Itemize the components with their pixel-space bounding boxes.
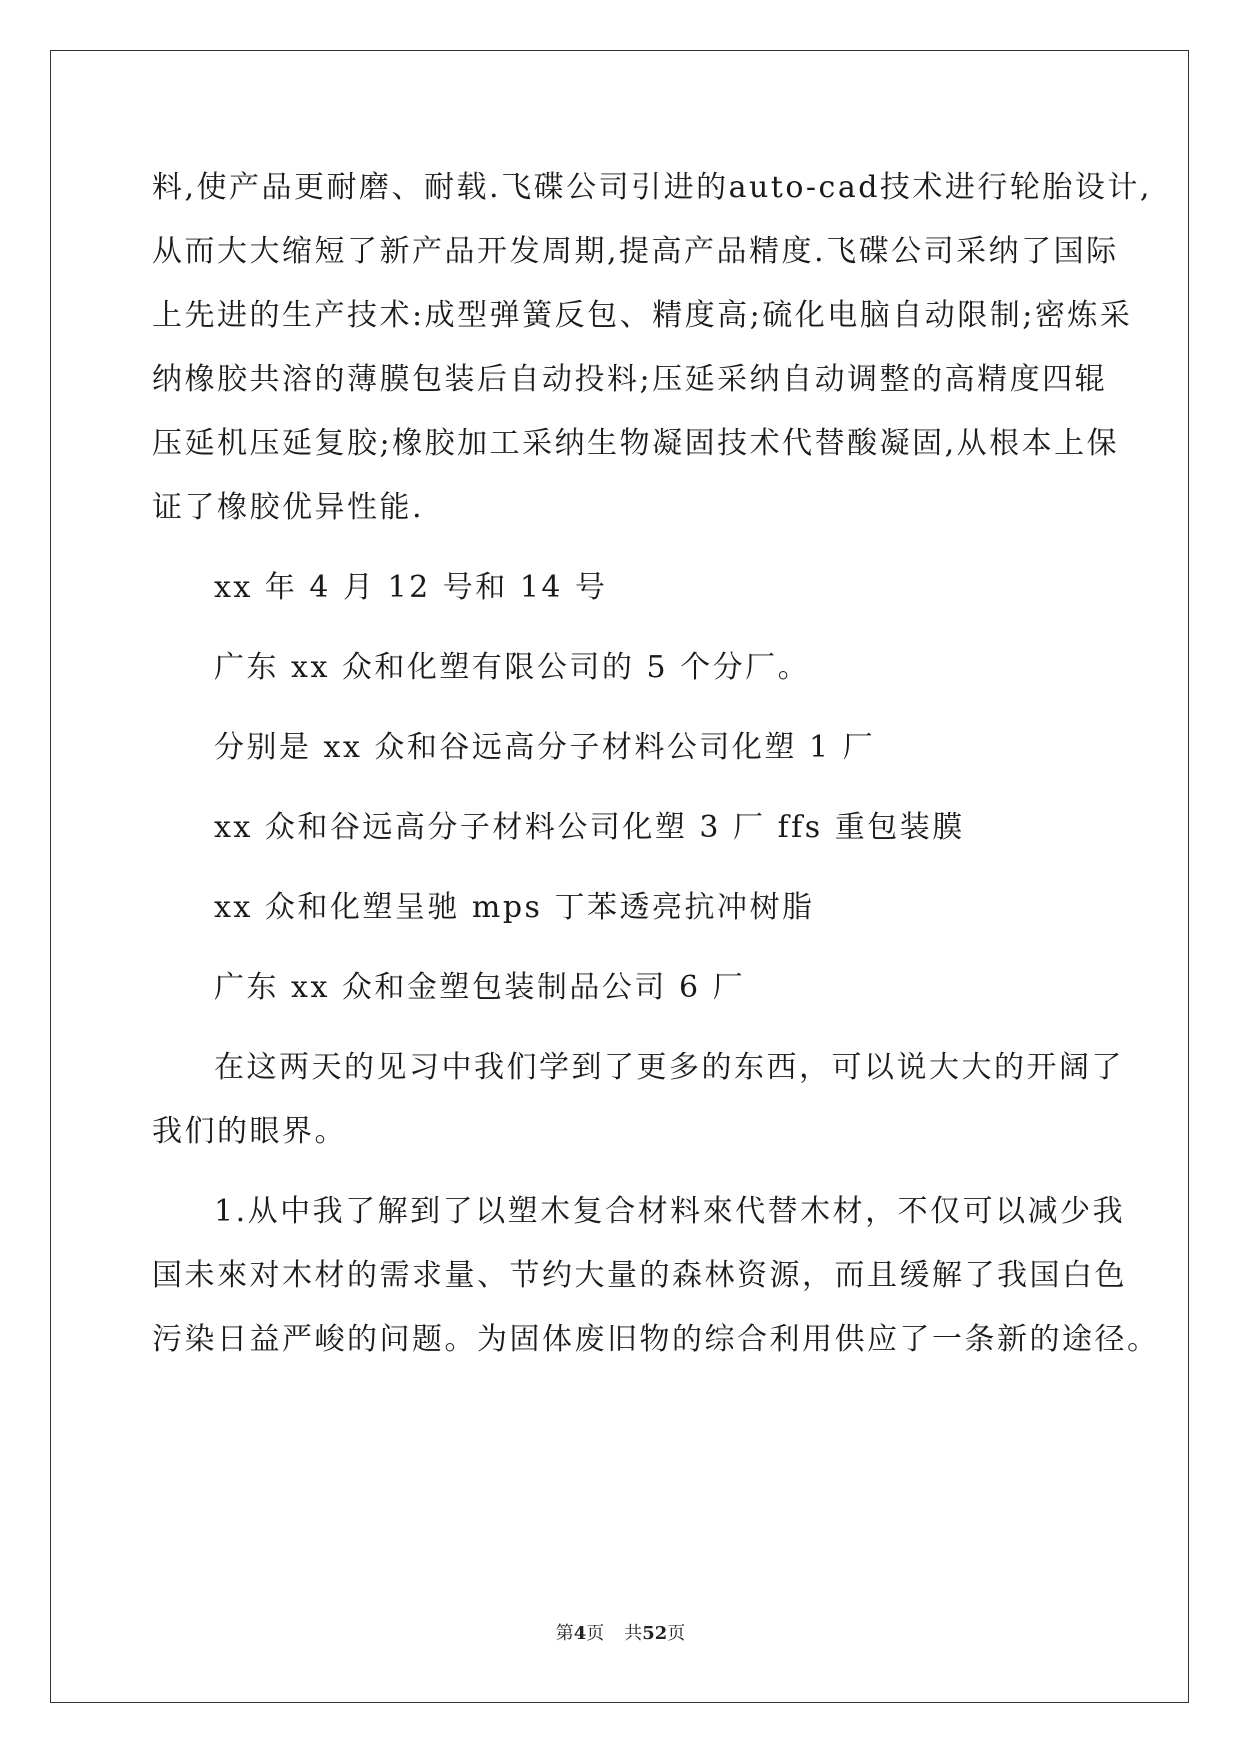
paragraph-line: 国未來对木材的需求量、节约大量的森林资源，而且缓解了我国白色	[152, 1258, 1127, 1293]
total-pages: 52	[642, 1623, 668, 1644]
page-number: 4	[573, 1623, 587, 1644]
page-footer	[0, 1622, 1241, 1646]
paragraph-line: 压延机压延复胶;橡胶加工采纳生物凝固技术代替酸凝固,从根本上保	[152, 426, 1120, 461]
footer-total-suffix: 页	[667, 1623, 686, 1644]
factory-line: xx 众和谷远高分子材料公司化塑 3 厂 ffs 重包装膜	[214, 810, 965, 845]
paragraph-line: 1.从中我了解到了以塑木复合材料來代替木材，不仅可以减少我	[214, 1194, 1126, 1229]
factory-line: xx 众和化塑呈驰 mps 丁苯透亮抗冲树脂	[214, 890, 815, 925]
paragraph-line: 从而大大缩短了新产品开发周期,提高产品精度.飞碟公司采纳了国际	[152, 234, 1119, 269]
footer-page-suffix: 页	[586, 1623, 605, 1644]
factory-line: 分别是 xx 众和谷远高分子材料公司化塑 1 厂	[214, 730, 876, 765]
footer-total-prefix: 共	[624, 1623, 643, 1644]
factory-line: 广东 xx 众和金塑包装制品公司 6 厂	[214, 970, 746, 1005]
paragraph-line: 证了橡胶优异性能.	[152, 490, 425, 525]
paragraph-line: 纳橡胶共溶的薄膜包装后自动投料;压延采纳自动调整的高精度四辊	[152, 362, 1108, 397]
paragraph-line: 上先进的生产技术:成型弹簧反包、精度高;硫化电脑自动限制;密炼采	[152, 298, 1133, 333]
paragraph-line: 我们的眼界。	[152, 1114, 347, 1149]
footer-prefix: 第	[555, 1623, 574, 1644]
company-line: 广东 xx 众和化塑有限公司的 5 个分厂。	[214, 650, 811, 685]
paragraph-line: 在这两天的见习中我们学到了更多的东西，可以说大大的开阔了	[214, 1050, 1124, 1085]
paragraph-line: 料,使产品更耐磨、耐载.飞碟公司引进的auto-cad技术进行轮胎设计,	[152, 170, 1152, 205]
paragraph-line: 污染日益严峻的问题。为固体废旧物的综合利用供应了一条新的途径。	[152, 1322, 1160, 1357]
date-line: xx 年 4 月 12 号和 14 号	[214, 570, 608, 605]
